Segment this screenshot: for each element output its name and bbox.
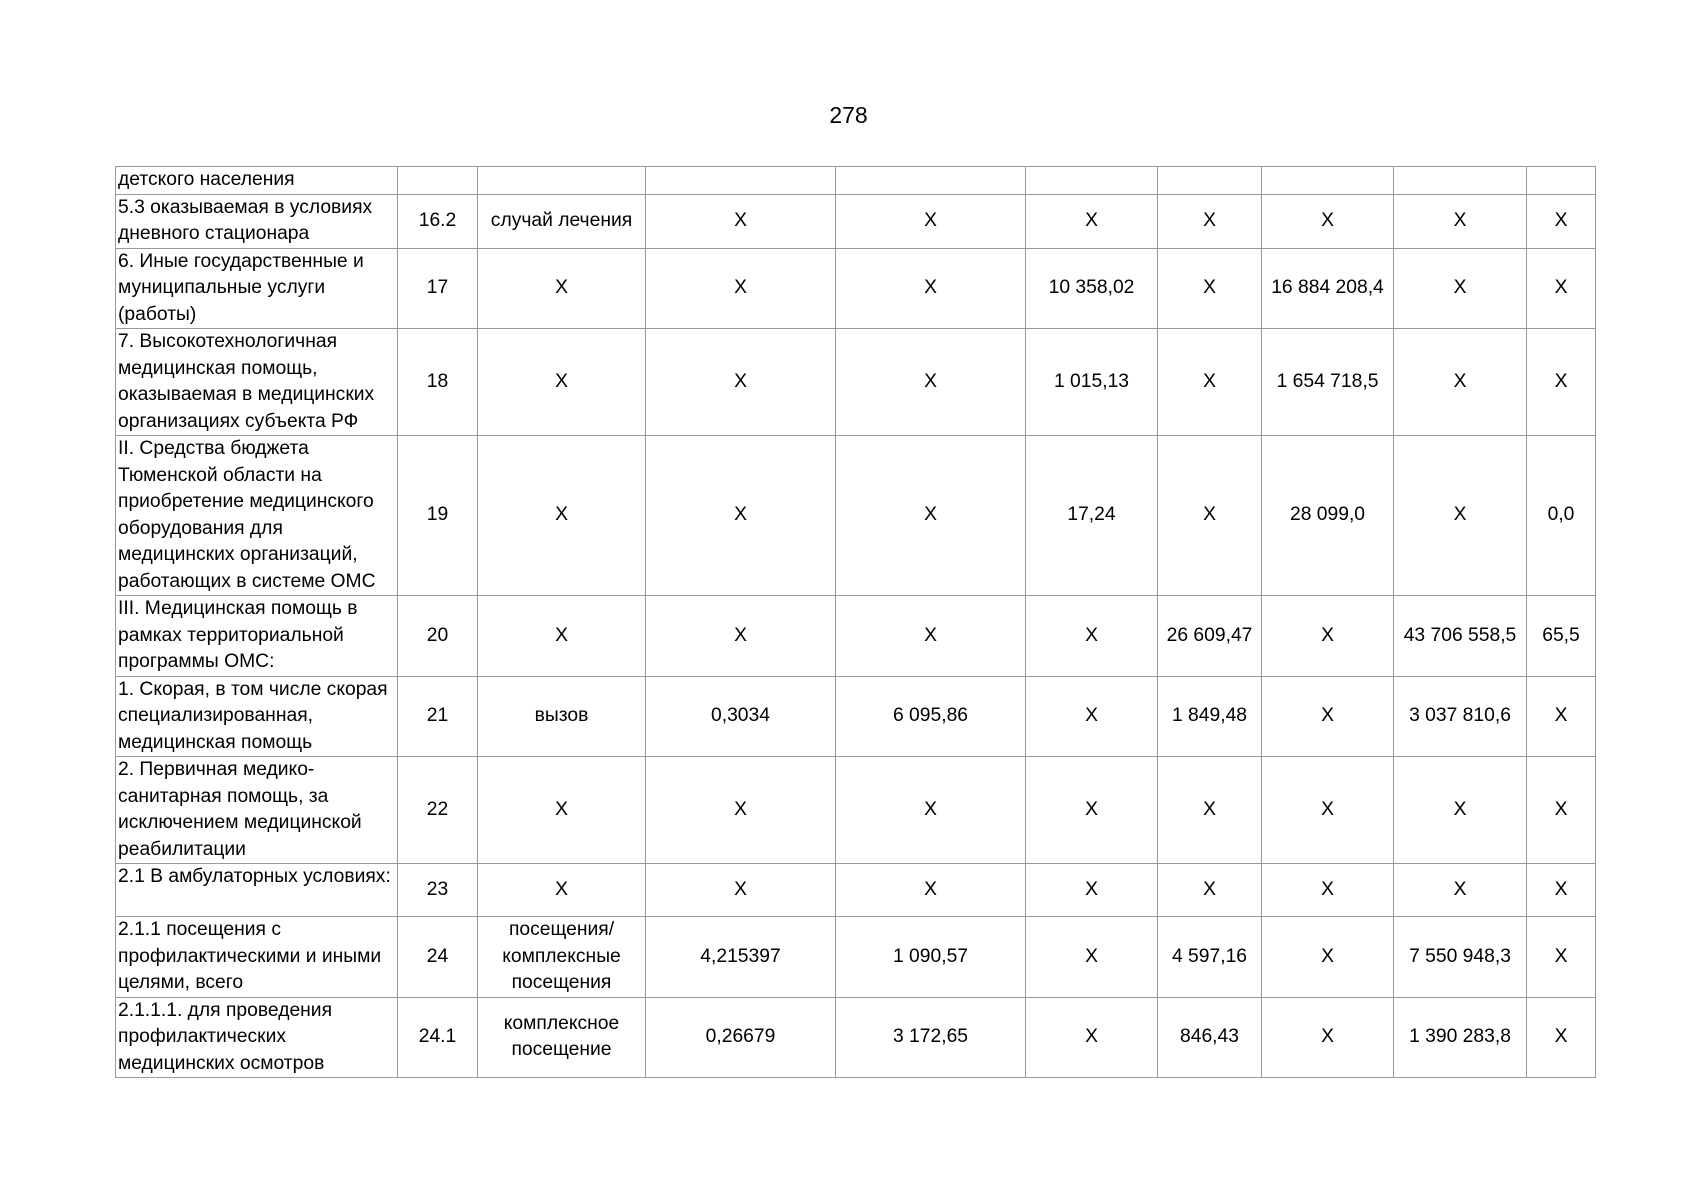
value-cell: 846,43	[1158, 997, 1262, 1078]
row-number-cell: 17	[398, 248, 478, 329]
table-row	[116, 757, 1596, 864]
row-name-cell: детского населения	[116, 167, 398, 195]
value-cell	[1262, 167, 1394, 195]
value-cell: X	[646, 864, 836, 917]
value-cell: X	[1262, 757, 1394, 864]
table-row	[116, 329, 1596, 436]
unit-cell: X	[478, 329, 646, 436]
value-cell: X	[646, 248, 836, 329]
unit-cell: случай лечения	[478, 194, 646, 248]
value-cell: 1 390 283,8	[1394, 997, 1527, 1078]
row-name-cell: 2. Первичная медико-санитарная помощь, за исключением медицинской реабилитации	[116, 757, 398, 864]
table-row	[116, 917, 1596, 998]
table-row	[116, 864, 1596, 917]
unit-cell	[478, 167, 646, 195]
value-cell: X	[1527, 917, 1596, 998]
value-cell: X	[1026, 917, 1158, 998]
row-name-cell: 6. Иные государственные и муниципальные услуги (работы)	[116, 248, 398, 329]
table-row	[116, 997, 1596, 1078]
value-cell: X	[1158, 757, 1262, 864]
value-cell: 7 550 948,3	[1394, 917, 1527, 998]
value-cell	[1527, 167, 1596, 195]
value-cell: 28 099,0	[1262, 436, 1394, 596]
value-cell: 1 090,57	[836, 917, 1026, 998]
value-cell: X	[1158, 436, 1262, 596]
value-cell: X	[836, 436, 1026, 596]
value-cell: X	[1394, 194, 1527, 248]
value-cell: 0,26679	[646, 997, 836, 1078]
value-cell: X	[836, 329, 1026, 436]
table-row	[116, 167, 1596, 195]
value-cell: X	[1026, 194, 1158, 248]
financing-table	[115, 166, 1596, 1078]
table-row	[116, 194, 1596, 248]
value-cell: 65,5	[1527, 596, 1596, 677]
unit-cell: X	[478, 757, 646, 864]
value-cell: X	[1262, 676, 1394, 757]
value-cell: X	[1026, 596, 1158, 677]
row-name-cell: 7. Высокотехнологичная медицинская помощь, оказываемая в медицинских организациях субъекта РФ	[116, 329, 398, 436]
value-cell: 17,24	[1026, 436, 1158, 596]
value-cell: X	[1158, 248, 1262, 329]
row-name-cell: 2.1.1 посещения с профилактическими и иными целями, всего	[116, 917, 398, 998]
table-row	[116, 676, 1596, 757]
value-cell	[836, 167, 1026, 195]
row-number-cell: 22	[398, 757, 478, 864]
value-cell: X	[1394, 329, 1527, 436]
value-cell: X	[836, 757, 1026, 864]
value-cell: X	[1527, 194, 1596, 248]
value-cell: X	[1394, 864, 1527, 917]
value-cell: X	[1394, 436, 1527, 596]
unit-cell: посещения/ комплексные посещения	[478, 917, 646, 998]
value-cell: X	[1527, 676, 1596, 757]
unit-cell: X	[478, 596, 646, 677]
value-cell: 1 654 718,5	[1262, 329, 1394, 436]
row-number-cell: 24	[398, 917, 478, 998]
row-name-cell: III. Медицинская помощь в рамках территориальной программы ОМС:	[116, 596, 398, 677]
row-name-cell: II. Средства бюджета Тюменской области на приобретение медицинского оборудования для медицинских организаций, работающих в системе ОМС	[116, 436, 398, 596]
value-cell: X	[1527, 248, 1596, 329]
row-number-cell	[398, 167, 478, 195]
value-cell: 4 597,16	[1158, 917, 1262, 998]
unit-cell: X	[478, 864, 646, 917]
row-name-cell: 2.1 В амбулаторных условиях:	[116, 864, 398, 917]
value-cell: 43 706 558,5	[1394, 596, 1527, 677]
table-row	[116, 248, 1596, 329]
value-cell: X	[1527, 757, 1596, 864]
value-cell: 1 849,48	[1158, 676, 1262, 757]
value-cell: X	[1158, 194, 1262, 248]
row-name-cell: 1. Скорая, в том числе скорая специализированная, медицинская помощь	[116, 676, 398, 757]
value-cell: X	[1262, 864, 1394, 917]
value-cell: X	[1026, 676, 1158, 757]
row-number-cell: 23	[398, 864, 478, 917]
value-cell: X	[646, 329, 836, 436]
value-cell: X	[836, 864, 1026, 917]
value-cell: 0,0	[1527, 436, 1596, 596]
value-cell	[1394, 167, 1527, 195]
value-cell: 4,215397	[646, 917, 836, 998]
value-cell: X	[1394, 757, 1527, 864]
row-number-cell: 18	[398, 329, 478, 436]
value-cell: 3 172,65	[836, 997, 1026, 1078]
value-cell: X	[1527, 864, 1596, 917]
value-cell: X	[1527, 329, 1596, 436]
unit-cell: вызов	[478, 676, 646, 757]
value-cell: X	[646, 757, 836, 864]
value-cell: X	[1026, 997, 1158, 1078]
value-cell: X	[1158, 329, 1262, 436]
value-cell: X	[836, 194, 1026, 248]
row-name-cell: 2.1.1.1. для проведения профилактических медицинских осмотров	[116, 997, 398, 1078]
row-number-cell: 16.2	[398, 194, 478, 248]
table-row	[116, 436, 1596, 596]
value-cell: 16 884 208,4	[1262, 248, 1394, 329]
value-cell: X	[646, 596, 836, 677]
value-cell: X	[646, 436, 836, 596]
row-number-cell: 24.1	[398, 997, 478, 1078]
row-number-cell: 21	[398, 676, 478, 757]
row-number-cell: 20	[398, 596, 478, 677]
value-cell	[1026, 167, 1158, 195]
unit-cell: комплексное посещение	[478, 997, 646, 1078]
value-cell: X	[1026, 757, 1158, 864]
page-number: 278	[829, 102, 868, 128]
value-cell: X	[1262, 917, 1394, 998]
row-name-cell: 5.3 оказываемая в условиях дневного стационара	[116, 194, 398, 248]
value-cell: X	[1262, 997, 1394, 1078]
value-cell: X	[836, 248, 1026, 329]
value-cell: X	[1026, 864, 1158, 917]
value-cell: 10 358,02	[1026, 248, 1158, 329]
value-cell: 6 095,86	[836, 676, 1026, 757]
unit-cell: X	[478, 436, 646, 596]
value-cell: 0,3034	[646, 676, 836, 757]
row-number-cell: 19	[398, 436, 478, 596]
value-cell: X	[1262, 194, 1394, 248]
value-cell: X	[1527, 997, 1596, 1078]
value-cell: X	[836, 596, 1026, 677]
value-cell: 26 609,47	[1158, 596, 1262, 677]
value-cell: 3 037 810,6	[1394, 676, 1527, 757]
value-cell: X	[1394, 248, 1527, 329]
table-row	[116, 596, 1596, 677]
value-cell: X	[1262, 596, 1394, 677]
value-cell: 1 015,13	[1026, 329, 1158, 436]
value-cell: X	[646, 194, 836, 248]
value-cell	[646, 167, 836, 195]
value-cell: X	[1158, 864, 1262, 917]
unit-cell: X	[478, 248, 646, 329]
value-cell	[1158, 167, 1262, 195]
